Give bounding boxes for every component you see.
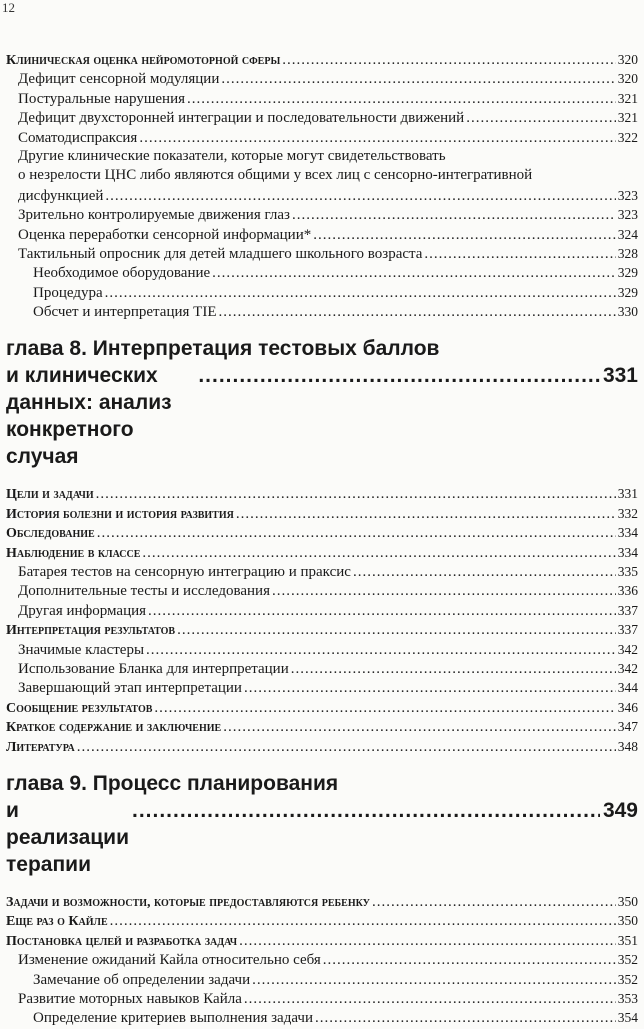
toc-entry-page: 335 <box>617 564 638 580</box>
toc-entry[interactable] <box>6 562 638 581</box>
leader-dots <box>272 582 616 601</box>
toc-entry[interactable] <box>6 128 638 147</box>
toc-entry[interactable] <box>6 581 638 600</box>
toc-block-2 <box>6 205 638 321</box>
toc-entry-title: Изменение ожиданий Кайла относительно себя <box>18 952 321 969</box>
leader-dots <box>239 932 616 951</box>
toc-entry-page: 351 <box>617 932 638 948</box>
toc-entry[interactable] <box>6 484 638 503</box>
toc-entry[interactable] <box>6 263 638 282</box>
toc-entry[interactable] <box>6 50 638 69</box>
leader-dots <box>154 699 615 718</box>
toc-entry[interactable] <box>6 244 638 263</box>
leader-dots <box>223 718 616 737</box>
leader-dots <box>212 264 616 283</box>
toc-block-3 <box>6 484 638 755</box>
toc-entry-page: 336 <box>617 583 638 599</box>
toc-entry[interactable] <box>6 892 638 911</box>
leader-dots <box>424 245 615 264</box>
toc-entry[interactable] <box>6 970 638 989</box>
toc-entry[interactable] <box>6 620 638 639</box>
leader-dots <box>353 563 616 582</box>
toc-entry[interactable] <box>6 717 638 736</box>
toc-entry-page: 324 <box>617 226 638 242</box>
chapter-title-line: глава 8. Интерпретация тестовых баллов <box>6 337 440 361</box>
toc-entry-title: Завершающий этап интерпретации <box>18 680 242 697</box>
toc-entry-title: Батарея тестов на сенсорную интеграцию и праксис <box>18 564 351 581</box>
toc-entry[interactable] <box>6 601 638 620</box>
chapter-title-line: глава 9. Процесс планирования <box>6 771 339 795</box>
toc-entry-title: Интерпретация результатов <box>6 623 176 639</box>
toc-entry-page: 328 <box>617 245 638 261</box>
leader-dots <box>77 738 616 757</box>
toc-entry-page: 348 <box>617 738 638 754</box>
toc-entry[interactable] <box>6 737 638 756</box>
toc-entry[interactable] <box>6 89 638 108</box>
toc-entry-title: Использование Бланка для интерпретации <box>18 660 289 677</box>
toc-entry-page: 334 <box>617 544 638 560</box>
leader-dots <box>110 912 616 931</box>
toc-entry-title: Соматодиспраксия <box>18 129 138 146</box>
leader-dots <box>139 129 615 148</box>
toc-entry[interactable] <box>6 225 638 244</box>
toc-entry-page: 350 <box>617 893 638 909</box>
toc-block-1 <box>6 50 638 147</box>
leader-dots <box>236 505 616 524</box>
toc-entry-line: Другие клинические показатели, которые могут свидетельствовать <box>18 147 446 164</box>
toc-entry[interactable] <box>6 989 638 1008</box>
toc-entry-page: 330 <box>617 304 638 320</box>
toc-entry-page: 350 <box>617 913 638 929</box>
toc-entry-title: Другая информация <box>18 602 147 619</box>
toc-entry[interactable] <box>6 698 638 717</box>
leader-dots <box>148 602 616 621</box>
toc-entry-title: Значимые кластеры <box>18 641 145 658</box>
leader-dots <box>252 971 616 990</box>
leader-dots <box>221 70 615 89</box>
toc-entry[interactable] <box>6 302 638 321</box>
toc-entry-page: 352 <box>617 971 638 987</box>
toc-entry-page: 320 <box>617 71 638 87</box>
toc-block-4 <box>6 892 638 1028</box>
toc-entry[interactable] <box>6 69 638 88</box>
toc-entry-title: Еще раз о Кайле <box>6 914 108 930</box>
toc-entry-title: Развитие моторных навыков Кайла <box>18 990 242 1007</box>
leader-dots <box>372 893 616 912</box>
leader-dots <box>105 187 615 206</box>
toc-entry-title: дисфункцией <box>18 187 104 204</box>
toc-entry-page: 329 <box>617 284 638 300</box>
toc-entry <box>6 186 638 205</box>
toc-entry-page: 329 <box>617 265 638 281</box>
toc-entry-title: Литература <box>6 739 75 755</box>
leader-dots <box>97 524 616 543</box>
toc-entry[interactable] <box>6 640 638 659</box>
toc-entry-title: Дефицит двухсторонней интеграции и последовательности движений <box>18 110 465 127</box>
toc-entry[interactable] <box>6 543 638 562</box>
leader-dots <box>142 544 615 563</box>
toc-entry[interactable] <box>6 659 638 678</box>
toc-entry-title: Обследование <box>6 526 95 542</box>
toc-entry-page: 337 <box>617 622 638 638</box>
toc-entry-page: 344 <box>617 680 638 696</box>
toc-entry-title: Наблюдение в классе <box>6 545 141 561</box>
leader-dots <box>244 679 616 698</box>
toc-entry-title: Постановка целей и разработка задач <box>6 933 238 949</box>
toc-entry-title: Тактильный опросник для детей младшего школьного возраста <box>18 245 423 262</box>
toc-entry-page: 323 <box>617 187 638 203</box>
chapter-8-heading[interactable] <box>6 335 638 470</box>
toc-entry[interactable] <box>6 931 638 950</box>
toc-entry-page: 321 <box>617 90 638 106</box>
leader-dots <box>177 621 616 640</box>
toc-entry-title: Клиническая оценка нейромоторной сферы <box>6 53 281 68</box>
leader-dots <box>315 1009 616 1028</box>
toc-entry[interactable] <box>6 283 638 302</box>
leader-dots <box>282 51 615 70</box>
toc-entry-page: 322 <box>617 129 638 145</box>
toc-entry-title: Процедура <box>33 284 103 301</box>
toc-entry[interactable] <box>6 950 638 969</box>
toc-entry[interactable] <box>6 678 638 697</box>
toc-entry-title: Дефицит сенсорной модуляции <box>18 71 220 88</box>
leader-dots <box>313 226 616 245</box>
toc-entry-title: История болезни и история развития <box>6 506 234 522</box>
page-number: 12 <box>2 0 15 15</box>
toc-entry-line: о незрелости ЦНС либо являются общими у всех лиц с сенсорно-интегративной <box>18 167 533 184</box>
toc-entry-page: 342 <box>617 641 638 657</box>
toc-entry-page: 342 <box>617 660 638 676</box>
leader-dots <box>291 660 616 679</box>
toc-entry-page: 320 <box>617 52 638 67</box>
leader-dots <box>218 303 615 322</box>
leader-dots <box>466 109 616 128</box>
toc-entry-page: 353 <box>617 990 638 1006</box>
leader-dots <box>292 206 616 225</box>
chapter-page: 349 <box>602 798 638 822</box>
toc-entry-page: 347 <box>617 719 638 735</box>
toc-entry-page: 354 <box>617 1010 638 1026</box>
toc-entry[interactable] <box>6 911 638 930</box>
toc-entry[interactable] <box>6 205 638 224</box>
toc-entry-page: 321 <box>617 110 638 126</box>
toc-entry-title: Зрительно контролируемые движения глаз <box>18 207 290 224</box>
toc-entry-title: Оценка переработки сенсорной информации* <box>18 226 312 243</box>
toc-entry-title: Постуральные нарушения <box>18 90 185 107</box>
toc-entry-page: 334 <box>617 525 638 541</box>
toc-entry-title: Задачи и возможности, которые предоставляются ребенку <box>6 894 370 910</box>
chapter-title-line: и реализации терапии <box>6 798 130 876</box>
chapter-9-heading[interactable] <box>6 770 638 878</box>
toc-entry-title: Замечание об определении задачи <box>33 971 251 988</box>
leader-dots <box>105 284 616 303</box>
toc-entry-page: 346 <box>617 699 638 715</box>
table-of-contents <box>6 50 638 1028</box>
toc-entry[interactable] <box>6 1008 638 1027</box>
chapter-page: 331 <box>602 364 638 388</box>
leader-dots <box>146 641 616 660</box>
toc-multiline-entry[interactable] <box>6 147 638 205</box>
toc-entry-title: Дополнительные тесты и исследования <box>18 583 270 600</box>
toc-entry-title: Определение критериев выполнения задачи <box>33 1010 313 1027</box>
toc-entry-title: Обсчет и интерпретация TIE <box>33 304 217 321</box>
toc-entry-page: 337 <box>617 602 638 618</box>
toc-entry-page: 331 <box>617 486 638 502</box>
toc-entry[interactable] <box>6 523 638 542</box>
leader-dots <box>198 362 600 389</box>
toc-entry[interactable] <box>6 108 638 127</box>
toc-entry-page: 352 <box>617 952 638 968</box>
leader-dots <box>323 951 616 970</box>
toc-entry-title: Необходимое оборудование <box>33 265 211 282</box>
leader-dots <box>96 485 616 504</box>
leader-dots <box>187 90 616 109</box>
chapter-title-line: и клинических данных: анализ конкретного случая <box>6 364 172 469</box>
toc-entry[interactable] <box>6 504 638 523</box>
toc-entry-title: Сообщение результатов <box>6 700 153 716</box>
toc-entry-page: 323 <box>617 207 638 223</box>
toc-entry-title: Цели и задачи <box>6 487 94 503</box>
toc-entry-title: Краткое содержание и заключение <box>6 720 222 736</box>
toc-entry-page: 332 <box>617 505 638 521</box>
leader-dots <box>132 797 600 824</box>
